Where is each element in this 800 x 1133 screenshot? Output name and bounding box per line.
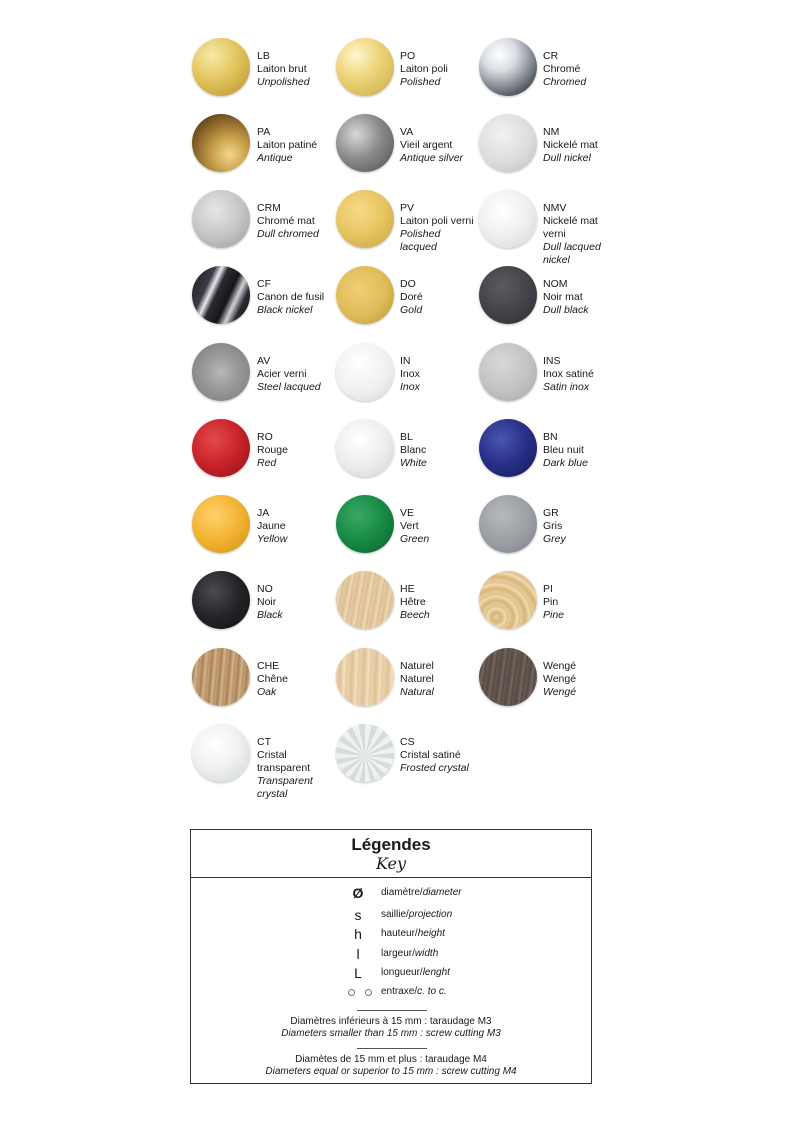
legend-row-centers xyxy=(191,983,591,1001)
finish-code: PA xyxy=(257,126,271,138)
finish-label-ins xyxy=(543,355,673,394)
swatch-ins xyxy=(479,343,537,401)
legend-text xyxy=(381,906,452,924)
finish-name-fr: Noir xyxy=(257,596,277,608)
legend-text-fr: longueur/ xyxy=(381,967,423,978)
finish-name-en: Steel lacqued xyxy=(257,381,321,393)
finish-code: CT xyxy=(257,736,271,748)
finish-code: LB xyxy=(257,50,270,62)
finish-name-fr: Nickelé mat xyxy=(543,139,598,151)
swatch-av xyxy=(192,343,250,401)
finish-name-en: Polished xyxy=(400,228,441,240)
legend-row-projection xyxy=(191,906,591,924)
finish-name-fr: Laiton patiné xyxy=(257,139,318,151)
legend-text-fr: saillie/ xyxy=(381,909,409,920)
swatch-cs xyxy=(336,724,394,782)
diameter-symbol: Ø xyxy=(352,885,364,901)
projection-symbol: s xyxy=(354,907,362,923)
swatch-po xyxy=(336,38,394,96)
finish-code: CRM xyxy=(257,202,281,214)
swatch-wenge xyxy=(479,648,537,706)
finish-code: INS xyxy=(543,355,561,367)
legend-text-en: diameter xyxy=(422,887,462,898)
swatch-va xyxy=(336,114,394,172)
finish-code: CHE xyxy=(257,660,280,672)
finish-name-fr: Rouge xyxy=(257,444,288,456)
swatch-do xyxy=(336,266,394,324)
legend-title: Légendes xyxy=(351,835,431,854)
swatch-nom xyxy=(479,266,537,324)
finish-name-fr: Blanc xyxy=(400,444,427,456)
swatch-pv xyxy=(336,190,394,248)
swatch-che xyxy=(192,648,250,706)
swatch-ja xyxy=(192,495,250,553)
swatch-nmv xyxy=(479,190,537,248)
finish-name-fr: Laiton brut xyxy=(257,63,307,75)
finish-name-en: Transparent xyxy=(257,775,313,787)
finish-name-en: Oak xyxy=(257,686,277,698)
finish-code: BL xyxy=(400,431,413,443)
note-en: Diameters equal or superior to 15 mm : screw cutting M4 xyxy=(265,1066,517,1077)
finish-name-fr: Noir mat xyxy=(543,291,583,303)
swatch-nm xyxy=(479,114,537,172)
finish-name-en-line2: crystal xyxy=(257,788,288,800)
finish-name-en: Beech xyxy=(400,609,430,621)
note-en: Diameters smaller than 15 mm : screw cutting M3 xyxy=(281,1028,501,1039)
finish-name-en: Natural xyxy=(400,686,434,698)
finish-name-en: Satin inox xyxy=(543,381,590,393)
finish-name-en: Antique silver xyxy=(400,152,464,164)
finish-name-en: Green xyxy=(400,533,430,545)
finish-label-wenge xyxy=(543,660,673,699)
finish-name-fr: Laiton poli xyxy=(400,63,448,75)
finish-name-fr: Naturel xyxy=(400,673,434,685)
finish-code: DO xyxy=(400,278,416,290)
note-fr: Diamètes de 15 mm et plus : taraudage M4 xyxy=(295,1054,487,1065)
swatch-ct xyxy=(192,724,250,782)
legend-text-en: lenght xyxy=(422,967,450,978)
finish-code: BN xyxy=(543,431,558,443)
length-symbol: L xyxy=(354,965,362,981)
swatch-pi xyxy=(479,571,537,629)
note-m3 xyxy=(191,1016,591,1040)
finish-name-en: Polished xyxy=(400,76,441,88)
finish-code: CS xyxy=(400,736,415,748)
finish-name-fr: Nickelé mat xyxy=(543,215,598,227)
finish-name-en: Gold xyxy=(400,304,423,316)
finish-code: CR xyxy=(543,50,559,62)
legend-text-fr: hauteur/ xyxy=(381,928,418,939)
legend-row-width xyxy=(191,945,591,963)
dot-icon xyxy=(365,989,372,996)
legend-text xyxy=(381,983,447,1001)
legend-row-height xyxy=(191,925,591,943)
finish-name-en: Red xyxy=(257,457,277,469)
swatch-lb xyxy=(192,38,250,96)
finish-name-en: Wengé xyxy=(543,686,577,698)
legend-text-fr: diamètre/ xyxy=(381,887,423,898)
finish-label-cr xyxy=(543,50,673,89)
finish-name-fr: Doré xyxy=(400,291,423,303)
finish-name-fr: Inox xyxy=(400,368,420,380)
swatch-he xyxy=(336,571,394,629)
finish-name-en-line2: nickel xyxy=(543,254,570,266)
finish-code: PI xyxy=(543,583,553,595)
swatch-bl xyxy=(336,419,394,477)
finish-name-fr: Chêne xyxy=(257,673,288,685)
finish-name-fr: Chromé mat xyxy=(257,215,315,227)
swatch-naturel xyxy=(336,648,394,706)
finish-name-en: White xyxy=(400,457,427,469)
finish-label-pi xyxy=(543,583,673,622)
legend-box xyxy=(190,829,592,1084)
finish-code: Wengé xyxy=(543,660,577,672)
center-to-center-icon xyxy=(348,988,382,999)
finish-code: Naturel xyxy=(400,660,434,672)
legend-row-length xyxy=(191,964,591,982)
finish-name-en: Unpolished xyxy=(257,76,310,88)
finish-code: VA xyxy=(400,126,414,138)
finish-code: NM xyxy=(543,126,560,138)
finish-code: PO xyxy=(400,50,416,62)
finish-name-fr-line2: transparent xyxy=(257,762,311,774)
finish-code: HE xyxy=(400,583,415,595)
swatch-gr xyxy=(479,495,537,553)
legend-text xyxy=(381,925,445,943)
swatch-pa xyxy=(192,114,250,172)
legend-subtitle: Key xyxy=(375,854,407,873)
finish-name-en: Pine xyxy=(543,609,565,621)
swatch-ro xyxy=(192,419,250,477)
finish-code: NMV xyxy=(543,202,567,214)
finish-name-en: Yellow xyxy=(257,533,288,545)
divider xyxy=(357,1010,427,1011)
finish-name-en-line2: lacqued xyxy=(400,241,437,253)
finish-name-fr: Jaune xyxy=(257,520,286,532)
legend-row-diameter xyxy=(191,884,591,902)
finish-label-nom xyxy=(543,278,673,317)
legend-text xyxy=(381,884,462,902)
finish-code: GR xyxy=(543,507,559,519)
finish-label-gr xyxy=(543,507,673,546)
finish-name-en: Black nickel xyxy=(257,304,313,316)
finish-name-en: Antique xyxy=(257,152,293,164)
finish-code: NOM xyxy=(543,278,568,290)
finish-name-en: Dull lacqued xyxy=(543,241,601,253)
finish-name-en: Grey xyxy=(543,533,566,545)
finish-name-fr: Hêtre xyxy=(400,596,426,608)
divider xyxy=(357,1048,427,1049)
finish-name-fr: Vieil argent xyxy=(400,139,453,151)
finish-name-en: Frosted crystal xyxy=(400,762,469,774)
finish-name-fr: Canon de fusil xyxy=(257,291,325,303)
finish-code: IN xyxy=(400,355,411,367)
finish-name-en: Black xyxy=(257,609,283,621)
finish-code: RO xyxy=(257,431,273,443)
finish-label-nmv xyxy=(543,202,673,267)
finish-name-fr: Cristal xyxy=(257,749,287,761)
finish-code: PV xyxy=(400,202,415,214)
dot-icon xyxy=(348,989,355,996)
finish-name-en: Dark blue xyxy=(543,457,588,469)
finish-name-fr: Cristal satiné xyxy=(400,749,461,761)
swatch-cf xyxy=(192,266,250,324)
width-symbol: l xyxy=(356,946,360,962)
finish-name-fr: Bleu nuit xyxy=(543,444,584,456)
legend-text-en: width xyxy=(414,948,439,959)
finish-label-cs xyxy=(400,736,530,775)
swatch-ve xyxy=(336,495,394,553)
legend-text-fr: entraxe/ xyxy=(381,986,418,997)
finish-name-fr: Wengé xyxy=(543,673,577,685)
swatch-cr xyxy=(479,38,537,96)
swatch-in xyxy=(336,343,394,401)
legend-text-en: c. to c. xyxy=(417,986,447,997)
legend-text-en: projection xyxy=(408,909,453,920)
legend-text-en: height xyxy=(417,928,445,939)
note-m4 xyxy=(191,1054,591,1078)
finish-name-en: Dull black xyxy=(543,304,589,316)
finish-name-fr: Pin xyxy=(543,596,559,608)
legend-header xyxy=(191,830,591,878)
finish-name-fr: Acier verni xyxy=(257,368,307,380)
finish-label-bn xyxy=(543,431,673,470)
finish-name-fr: Vert xyxy=(400,520,419,532)
finish-name-en: Dull nickel xyxy=(543,152,591,164)
swatch-crm xyxy=(192,190,250,248)
finish-name-en: Chromed xyxy=(543,76,587,88)
legend-text xyxy=(381,945,438,963)
finish-name-fr: Laiton poli verni xyxy=(400,215,474,227)
finish-code: NO xyxy=(257,583,273,595)
swatch-bn xyxy=(479,419,537,477)
finish-label-nm xyxy=(543,126,673,165)
note-fr: Diamètres inférieurs à 15 mm : taraudage M3 xyxy=(290,1016,492,1027)
swatch-no xyxy=(192,571,250,629)
finish-name-fr: Chromé xyxy=(543,63,581,75)
finish-code: CF xyxy=(257,278,271,290)
finish-name-en: Inox xyxy=(400,381,420,393)
finish-code: JA xyxy=(257,507,270,519)
finish-name-fr: Inox satiné xyxy=(543,368,594,380)
legend-text xyxy=(381,964,450,982)
finish-code: VE xyxy=(400,507,415,519)
finish-code: AV xyxy=(257,355,271,367)
height-symbol: h xyxy=(354,926,362,942)
legend-text-fr: largeur/ xyxy=(381,948,415,959)
finish-name-fr: Gris xyxy=(543,520,563,532)
finish-name-en: Dull chromed xyxy=(257,228,319,240)
finish-name-fr-line2: verni xyxy=(543,228,566,240)
